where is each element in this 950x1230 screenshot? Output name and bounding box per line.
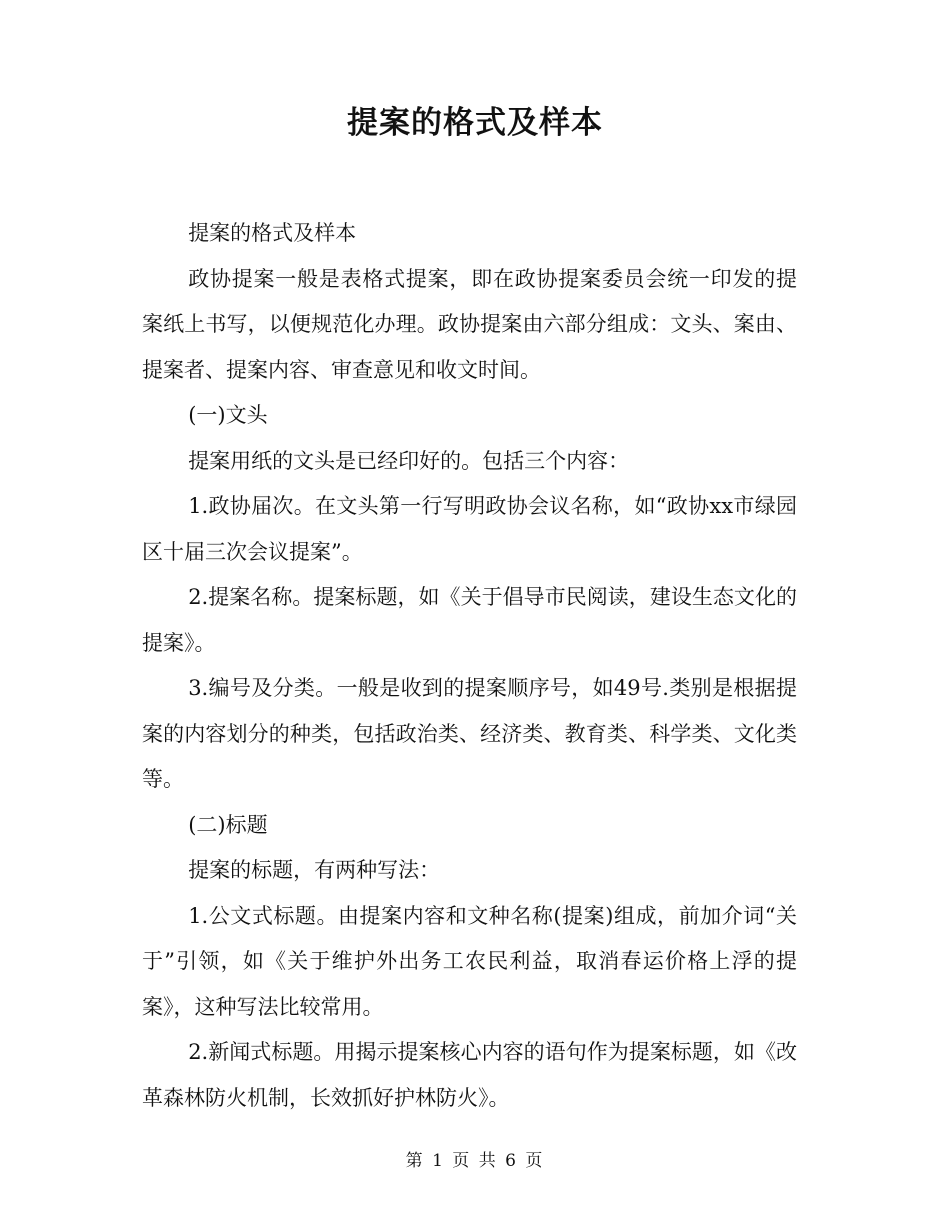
- page-footer: 第 1 页 共 6 页: [405, 1151, 545, 1171]
- paragraph: 提案的标题，有两种写法：: [188, 858, 441, 882]
- section-heading-title: (二)标题: [188, 812, 268, 837]
- paragraph-subtitle: 提案的格式及样本: [188, 221, 357, 245]
- document-body: [142, 211, 797, 1121]
- section-heading-header: (一)文头: [188, 403, 268, 427]
- list-item: 2.提案名称。提案标题，如《关于倡导市民阅读，建设生态文化的提案》。: [142, 585, 797, 655]
- list-item: 3.编号及分类。一般是收到的提案顺序号，如49号.类别是根据提案的内容划分的种类，包括政治类、经济类、教育类、科学类、文化类等。: [142, 676, 797, 791]
- list-item: 1.政协届次。在文头第一行写明政协会议名称，如“政协xx市绿园区十届三次会议提案”。: [142, 494, 797, 564]
- list-item: 1.公文式标题。由提案内容和文种名称(提案)组成，前加介词“关于”引领，如《关于维护外出务工农民利益，取消春运价格上浮的提案》，这种写法比较常用。: [142, 903, 797, 1019]
- paragraph: 提案用纸的文头是已经印好的。包括三个内容：: [188, 448, 630, 473]
- document-title: 提案的格式及样本: [347, 105, 603, 141]
- paragraph-intro: 政协提案一般是表格式提案，即在政协提案委员会统一印发的提案纸上书写，以便规范化办理。政协提案由六部分组成：文头、案由、提案者、提案内容、审查意见和收文时间。: [142, 266, 797, 382]
- list-item: 2.新闻式标题。用揭示提案核心内容的语句作为提案标题，如《改革森林防火机制，长效抓好护林防火》。: [142, 1040, 797, 1110]
